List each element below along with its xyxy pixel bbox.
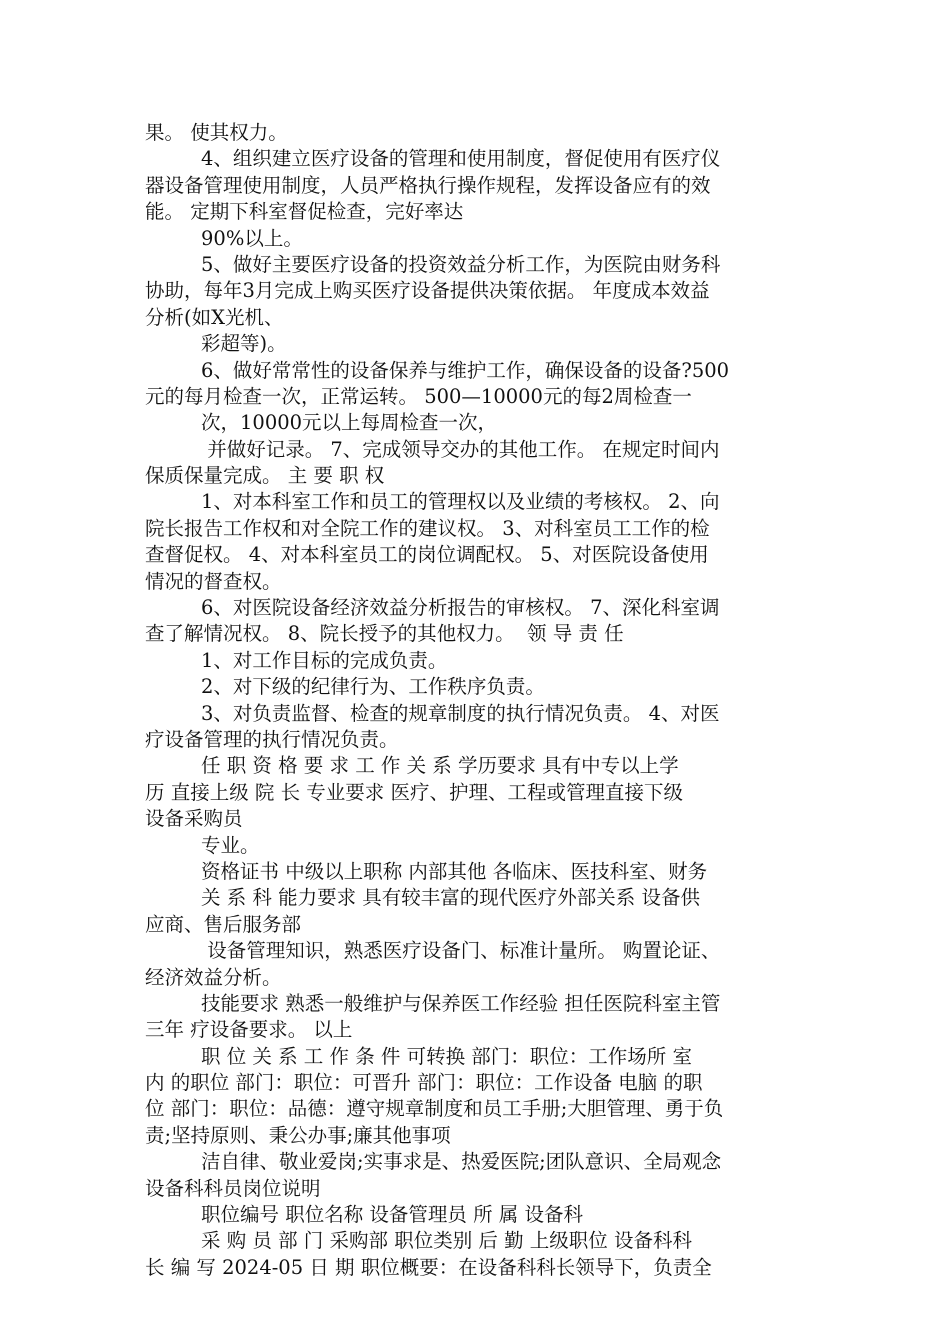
text-line: 分析(如X光机、 (145, 305, 284, 329)
text-line: 彩超等)。 (201, 332, 287, 356)
text-line: 职位编号 职位名称 设备管理员 所 属 设备科 (201, 1203, 583, 1227)
text-line: 元的每月检查一次，正常运转。 500—10000元的每2周检查一 (145, 384, 692, 408)
text-line: 应商、售后服务部 (145, 912, 302, 936)
text-line: 6、做好常常性的设备保养与维护工作，确保设备的设备?500 (201, 358, 730, 382)
text-line: 5、做好主要医疗设备的投资效益分析工作，为医院由财务科 (201, 252, 721, 276)
text-line: 并做好记录。 7、完成领导交办的其他工作。 在规定时间内 (201, 437, 720, 461)
text-line: 经济效益分析。 (145, 965, 282, 989)
text-line: 6、对医院设备经济效益分析报告的审核权。 7、深化科室调 (201, 596, 720, 620)
text-line: 1、对本科室工作和员工的管理权以及业绩的考核权。 2、向 (201, 490, 720, 514)
text-line: 3、对负责监督、检查的规章制度的执行情况负责。 4、对医 (201, 701, 720, 725)
text-line: 内 的职位 部门：职位：可晋升 部门：职位：工作设备 电脑 的职 (145, 1071, 703, 1095)
text-line: 1、对工作目标的完成负责。 (201, 648, 448, 672)
text-line: 协助，每年3月完成上购买医疗设备提供决策依据。 年度成本效益 (145, 279, 710, 303)
text-line: 90%以上。 (201, 226, 303, 250)
text-line: 设备采购员 (145, 807, 243, 831)
text-line: 专业。 (201, 833, 260, 857)
text-line: 职 位 关 系 工 作 条 件 可转换 部门：职位：工作场所 室 (201, 1044, 692, 1068)
text-line: 洁自律、敬业爱岗;实事求是、热爱医院;团队意识、全局观念 (201, 1150, 722, 1174)
text-line: 技能要求 熟悉一般维护与保养医工作经验 担任医院科室主管 (201, 991, 721, 1015)
text-line: 查了解情况权。 8、院长授予的其他权力。 领 导 责 任 (145, 622, 624, 646)
text-line: 位 部门：职位：品德：遵守规章制度和员工手册;大胆管理、勇于负 (145, 1097, 724, 1121)
text-line: 任 职 资 格 要 求 工 作 关 系 学历要求 具有中专以上学 (201, 754, 679, 778)
text-line: 采 购 员 部 门 采购部 职位类别 后 勤 上级职位 设备科科 (201, 1229, 692, 1253)
text-line: 责;坚持原则、秉公办事;廉其他事项 (145, 1123, 451, 1147)
text-line: 4、组织建立医疗设备的管理和使用制度，督促使用有医疗仪 (201, 147, 721, 171)
text-line: 院长报告工作权和对全院工作的建议权。 3、对科室员工工作的检 (145, 516, 710, 540)
text-line: 次，10000元以上每周检查一次， (201, 411, 498, 435)
text-line: 设备科科员岗位说明 (145, 1176, 321, 1200)
text-line: 三年 疗设备要求。 以上 (145, 1018, 353, 1042)
text-line: 果。 使其权力。 (145, 121, 288, 144)
text-line: 能。 定期下科室督促检查，完好率达 (145, 200, 464, 224)
text-line: 查督促权。 4、对本科室员工的岗位调配权。 5、对医院设备使用 (145, 543, 709, 567)
text-line: 历 直接上级 院 长 专业要求 医疗、护理、工程或管理直接下级 (145, 780, 683, 804)
text-line: 长 编 写 2024-05 日 期 职位概要：在设备科科长领导下，负责全 (145, 1255, 712, 1279)
text-line: 关 系 科 能力要求 具有较丰富的现代医疗外部关系 设备供 (201, 886, 700, 910)
text-line: 设备管理知识，熟悉医疗设备门、标准计量所。 购置论证、 (201, 939, 721, 963)
text-line: 2、对下级的纪律行为、工作秩序负责。 (201, 675, 545, 699)
text-line: 资格证书 中级以上职称 内部其他 各临床、医技科室、财务 (201, 859, 708, 883)
document-page (145, 120, 810, 1281)
text-line: 情况的督查权。 (145, 569, 282, 593)
text-line: 器设备管理使用制度，人员严格执行操作规程，发挥设备应有的效 (145, 173, 711, 197)
text-line: 疗设备管理的执行情况负责。 (145, 727, 399, 751)
text-line: 保质保量完成。 主 要 职 权 (145, 464, 385, 488)
